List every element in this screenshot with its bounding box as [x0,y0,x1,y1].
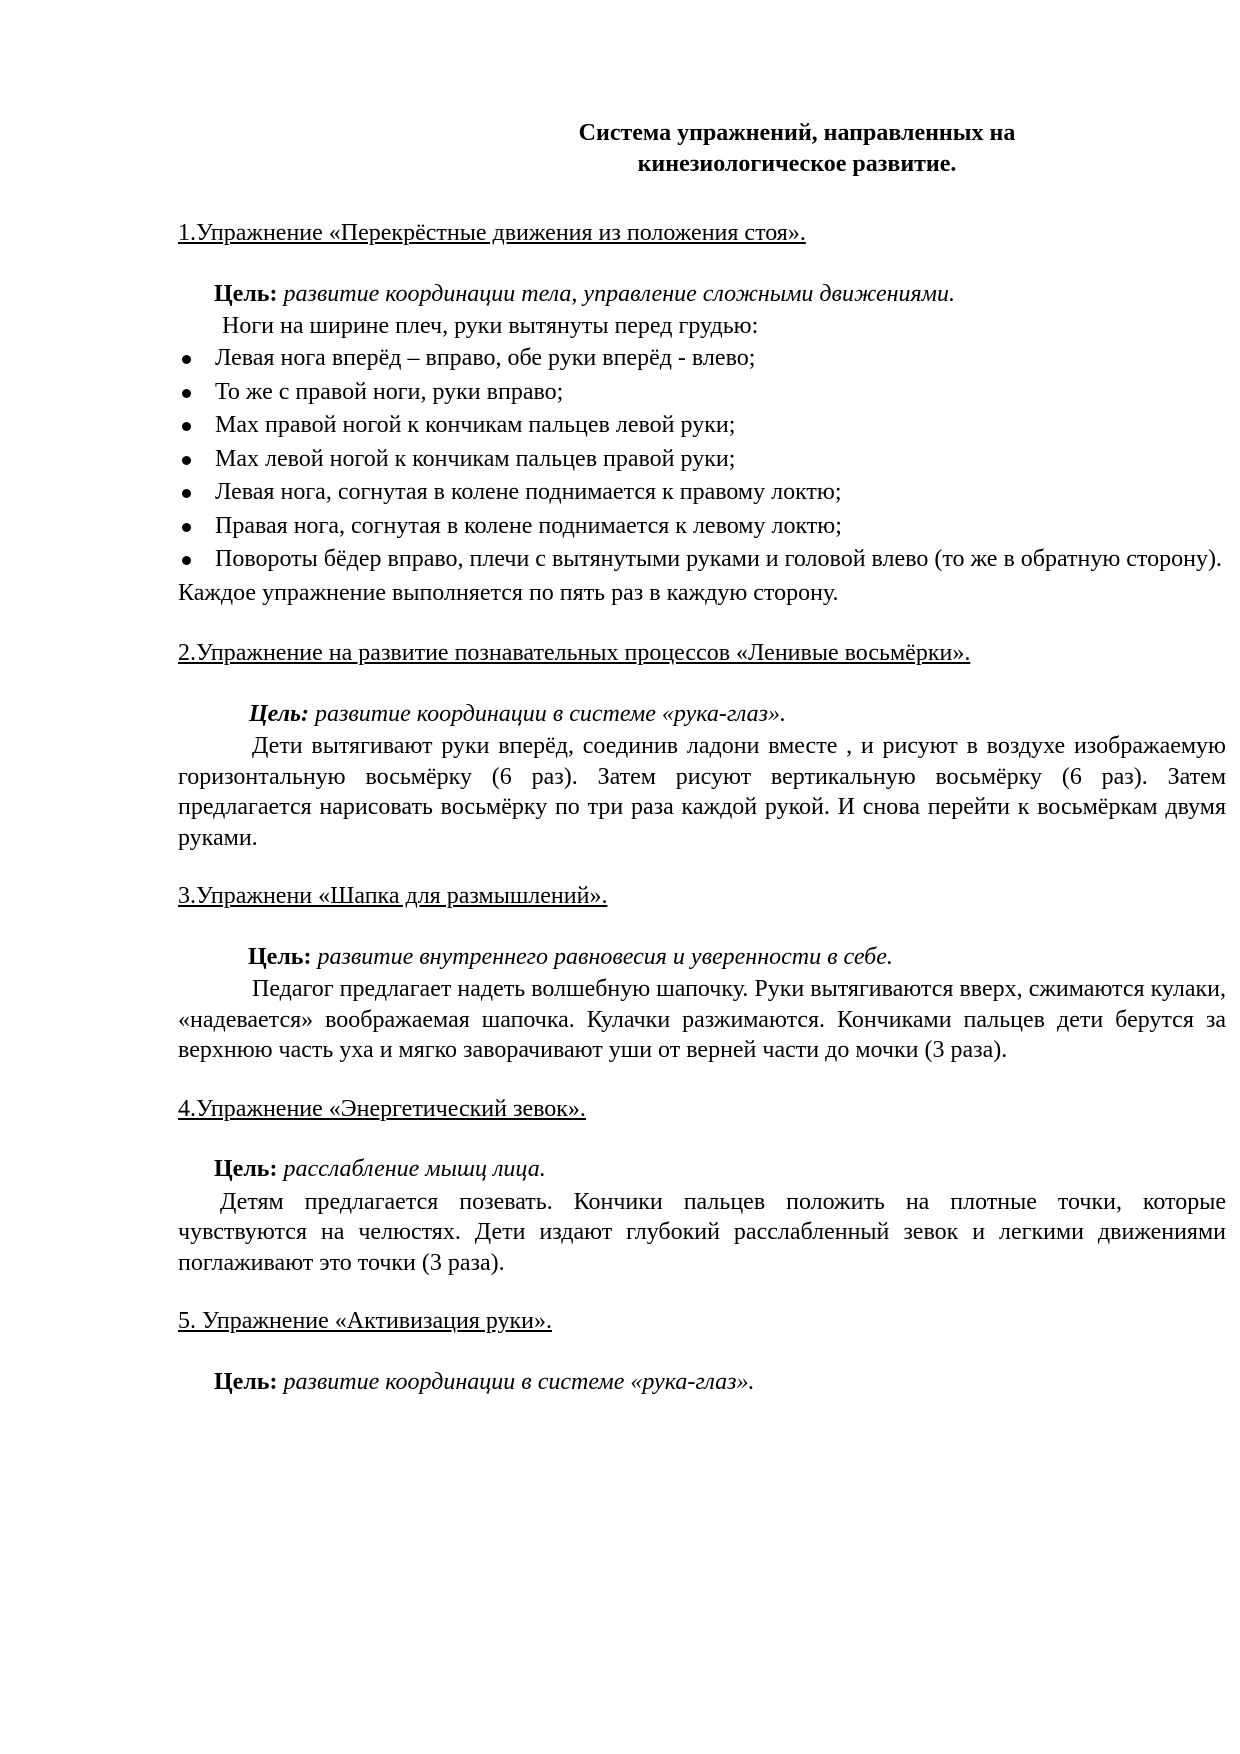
goal-label: Цель: [248,943,312,970]
bullet-text: Правая нога, согнутая в колене поднимается к левому локтю; [215,512,842,539]
list-item [178,443,1226,477]
bullet-icon [182,456,191,465]
goal-label: Цель: [214,280,278,307]
section-5-heading-text: Упражнение «Активизация руки». [202,1308,553,1334]
section-1-number: 1. [178,220,196,246]
bullet-icon [182,389,191,398]
bullet-icon [182,422,191,431]
section-2-body: Дети вытягивают руки вперёд, соединив ладони вместе , и рисуют в воздухе изображаемую горизонтальную восьмёрку (6 раз). Затем рисуют вертикальную восьмёрку (6 раз). Затем предлагается нарисовать восьмёрку по три раза каждой рукой. И снова перейти к восьмёркам двумя руками. [178,733,1226,851]
list-item [178,476,1226,510]
section-3-body: Педагог предлагает надеть волшебную шапочку. Руки вытягиваются вверх, сжимаются кулаки, «надевается» воображаемая шапочка. Кулачки разжимаются. Кончиками пальцев дети берутся за верхнюю часть уха и мягко заворачивают уши от верней части до мочки (3 раза). [178,976,1226,1063]
section-5-heading [178,1305,1226,1339]
bullet-text: Левая нога, согнутая в колене поднимается к правому локтю; [215,479,842,505]
bullet-icon [182,523,191,532]
goal-text: развитие координации тела, управление сложными движениями. [283,280,955,307]
list-item [178,342,1226,376]
section-2-goal [178,698,1226,732]
section-1-goal [178,278,1226,312]
section-4-heading [178,1093,1226,1127]
goal-text: развитие координации в системе «рука-глаз». [315,700,787,727]
list-item [178,376,1226,410]
bullet-icon [182,556,191,565]
goal-text: расслабление мышц лица. [283,1156,546,1182]
list-item [178,409,1226,443]
section-3 [178,880,1226,1066]
title-line-1: Система упражнений, направленных на [578,120,1016,146]
list-item [178,543,1226,577]
section-2-heading-text: Упражнение на развитие познавательных процессов «Ленивые восьмёрки». [196,640,971,666]
section-3-heading [178,880,1226,914]
section-2-heading [178,637,1226,671]
section-1-intro: Ноги на ширине плеч, руки вытянуты перед грудью: [222,313,759,339]
section-2-number: 2. [178,640,196,666]
section-4 [178,1093,1226,1279]
bullet-text: Мах правой ногой к кончикам пальцев левой руки; [215,412,736,438]
goal-label: Цель: [249,700,309,727]
bullet-text: Левая нога вперёд – вправо, обе руки вперёд - влево; [215,345,756,371]
document-page [178,118,1226,1399]
section-2 [178,637,1226,853]
list-item [178,510,1226,544]
section-3-goal [178,941,1226,975]
title-line-2: кинезиологическое развитие. [637,151,957,177]
bullet-icon [182,355,191,364]
section-4-goal [178,1153,1226,1187]
bullet-text: То же с правой ноги, руки вправо; [215,378,564,405]
section-1-heading-text: Упражнение «Перекрёстные движения из положения стоя». [196,220,806,246]
section-1-outro: Каждое упражнение выполняется по пять раз в каждую сторону. [178,579,839,606]
section-3-number: 3. [178,883,196,909]
bullet-text: Мах левой ногой к кончикам пальцев правой руки; [215,445,736,472]
bullet-text: Повороты бёдер вправо, плечи с вытянутыми руками и головой влево (то же в обратную сторону). [215,546,1222,572]
section-1-bullet-list [178,342,1226,577]
section-3-heading-text: Упражнени «Шапка для размышлений». [196,883,608,909]
section-4-heading-text: Упражнение «Энергетический зевок». [196,1095,586,1122]
document-title [178,118,1226,180]
section-5-number: 5. [178,1308,196,1334]
section-4-body: Детям предлагается позевать. Кончики пальцев положить на плотные точки, которые чувствуются на челюстях. Дети издают глубокий расслабленный зевок и легкими движениями поглаживают это точки (3 раза). [178,1188,1226,1276]
section-5-goal [178,1366,1226,1400]
bullet-icon [182,489,191,498]
section-1-heading [178,217,1226,251]
goal-label: Цель: [214,1368,278,1395]
section-4-number: 4. [178,1095,196,1122]
goal-text: развитие внутреннего равновесия и уверенности в себе. [317,943,893,970]
goal-label: Цель: [214,1156,278,1182]
section-1 [178,217,1226,610]
section-5 [178,1305,1226,1399]
goal-text: развитие координации в системе «рука-глаз». [283,1368,755,1395]
